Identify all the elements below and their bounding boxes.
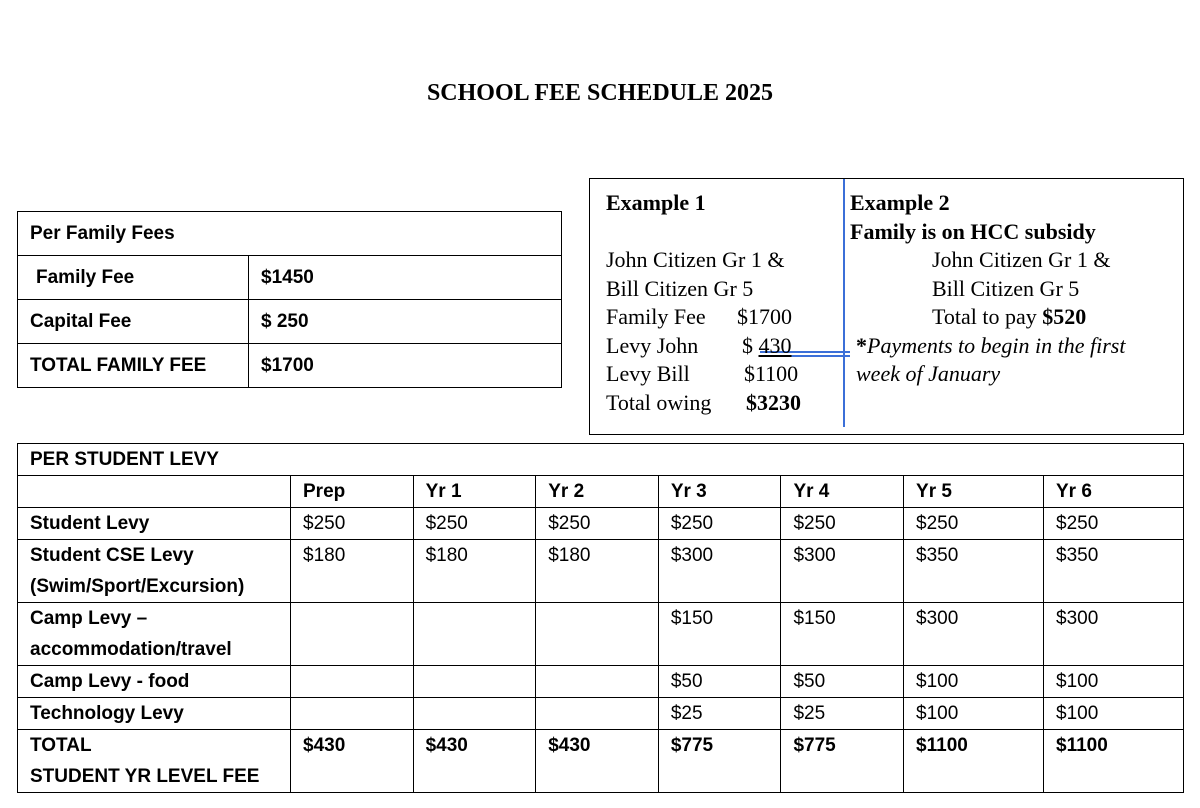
row-label xyxy=(18,540,291,603)
examples-box xyxy=(589,178,1184,435)
note-line-2: week of January xyxy=(856,361,1001,386)
table-row xyxy=(18,508,1184,540)
example-1-levy-john xyxy=(606,332,836,361)
table-cell: $350 xyxy=(904,540,1044,603)
table-row xyxy=(18,344,562,388)
table-cell: $100 xyxy=(904,666,1044,698)
table-cell xyxy=(536,666,659,698)
column-divider-line xyxy=(843,179,845,427)
table-row xyxy=(18,444,1184,476)
example-1-line-2: Bill Citizen Gr 5 xyxy=(606,275,754,301)
family-fee-label: Family Fee xyxy=(18,256,249,300)
table-cell: $50 xyxy=(658,666,781,698)
table-row xyxy=(18,540,1184,603)
levy-john-prefix: $ xyxy=(742,332,759,358)
row-label-line-1: Camp Levy – xyxy=(30,608,148,629)
example-2-subheading: Family is on HCC subsidy xyxy=(850,218,1096,244)
table-cell: $300 xyxy=(1044,603,1184,666)
row-label-line-2: accommodation/travel xyxy=(30,639,232,660)
table-cell xyxy=(291,666,414,698)
table-cell: $250 xyxy=(658,508,781,540)
table-cell: $25 xyxy=(781,698,904,730)
family-fee-label: Family Fee xyxy=(606,304,706,329)
row-label-line-2: (Swim/Sport/Excursion) xyxy=(30,576,245,597)
column-header: Yr 1 xyxy=(413,476,536,508)
payment-note xyxy=(850,332,1180,361)
table-cell xyxy=(291,698,414,730)
column-header: Prep xyxy=(291,476,414,508)
row-label: Technology Levy xyxy=(18,698,291,730)
row-label: Camp Levy - food xyxy=(18,666,291,698)
total-to-pay-label: Total to pay xyxy=(932,304,1037,329)
per-student-levy-table xyxy=(17,443,1184,793)
example-1-total xyxy=(606,389,836,418)
column-header: Yr 3 xyxy=(658,476,781,508)
column-header: Yr 6 xyxy=(1044,476,1184,508)
total-to-pay-value: $520 xyxy=(1042,304,1087,329)
capital-fee-value: $ 250 xyxy=(249,300,562,344)
column-header-row xyxy=(18,476,1184,508)
table-cell: $25 xyxy=(658,698,781,730)
student-levy-header: PER STUDENT LEVY xyxy=(18,444,1184,476)
total-owing-label: Total owing xyxy=(606,389,712,415)
table-cell: $150 xyxy=(658,603,781,666)
table-cell: $430 xyxy=(413,730,536,793)
table-cell: $50 xyxy=(781,666,904,698)
table-cell xyxy=(291,603,414,666)
levy-john-label: Levy John xyxy=(606,332,699,358)
example-2-line-1: John Citizen Gr 1 & xyxy=(932,247,1111,272)
row-label-line-1: TOTAL xyxy=(30,735,92,756)
table-cell: $250 xyxy=(904,508,1044,540)
table-cell: $250 xyxy=(291,508,414,540)
example-2-line-2: Bill Citizen Gr 5 xyxy=(932,275,1080,301)
family-fee-value: $1450 xyxy=(249,256,562,300)
table-cell xyxy=(536,698,659,730)
table-cell: $775 xyxy=(658,730,781,793)
example-2-heading: Example 2 xyxy=(850,190,950,215)
family-fees-header: Per Family Fees xyxy=(18,212,562,256)
note-line-1: Payments to begin in the first xyxy=(867,332,1126,358)
table-cell: $1100 xyxy=(1044,730,1184,793)
table-cell: $1100 xyxy=(904,730,1044,793)
levy-bill-label: Levy Bill xyxy=(606,361,690,386)
column-header: Yr 2 xyxy=(536,476,659,508)
row-label-line-1: Student CSE Levy xyxy=(30,545,194,566)
capital-fee-label: Capital Fee xyxy=(18,300,249,344)
example-2-total xyxy=(850,303,1180,332)
column-header-blank xyxy=(18,476,291,508)
family-fee-value: $1700 xyxy=(737,304,792,329)
table-cell xyxy=(536,603,659,666)
table-cell: $150 xyxy=(781,603,904,666)
table-cell: $100 xyxy=(1044,666,1184,698)
row-label xyxy=(18,603,291,666)
table-cell xyxy=(413,603,536,666)
table-cell: $430 xyxy=(291,730,414,793)
note-asterisk: * xyxy=(856,332,867,358)
example-1-line-1: John Citizen Gr 1 & xyxy=(606,247,785,272)
table-cell: $250 xyxy=(781,508,904,540)
total-family-fee-label: TOTAL FAMILY FEE xyxy=(18,344,249,388)
row-label-line-2: STUDENT YR LEVEL FEE xyxy=(30,766,260,787)
example-1-family-fee xyxy=(606,303,836,332)
table-cell: $350 xyxy=(1044,540,1184,603)
table-cell xyxy=(413,666,536,698)
levy-john-value: 430 xyxy=(758,332,792,358)
table-row xyxy=(18,300,562,344)
table-row xyxy=(18,666,1184,698)
example-1-heading: Example 1 xyxy=(606,190,706,215)
total-owing-value: $3230 xyxy=(746,389,801,415)
table-cell: $300 xyxy=(658,540,781,603)
table-cell: $300 xyxy=(904,603,1044,666)
row-label: Student Levy xyxy=(18,508,291,540)
total-row xyxy=(18,730,1184,793)
table-row xyxy=(18,603,1184,666)
table-cell: $250 xyxy=(536,508,659,540)
table-row xyxy=(18,698,1184,730)
table-row xyxy=(18,212,562,256)
levy-bill-value: $1100 xyxy=(744,361,799,386)
table-cell: $100 xyxy=(1044,698,1184,730)
total-family-fee-value: $1700 xyxy=(249,344,562,388)
table-cell: $250 xyxy=(413,508,536,540)
table-cell: $180 xyxy=(413,540,536,603)
table-cell: $430 xyxy=(536,730,659,793)
page-title: SCHOOL FEE SCHEDULE 2025 xyxy=(426,80,774,106)
example-1-levy-bill xyxy=(606,360,836,389)
column-header: Yr 5 xyxy=(904,476,1044,508)
table-cell: $775 xyxy=(781,730,904,793)
table-cell: $250 xyxy=(1044,508,1184,540)
table-cell: $100 xyxy=(904,698,1044,730)
table-cell: $300 xyxy=(781,540,904,603)
example-1 xyxy=(606,189,836,417)
table-cell: $180 xyxy=(291,540,414,603)
table-row xyxy=(18,256,562,300)
table-cell: $180 xyxy=(536,540,659,603)
row-label xyxy=(18,730,291,793)
per-family-fees-table xyxy=(17,211,562,388)
table-cell xyxy=(413,698,536,730)
column-header: Yr 4 xyxy=(781,476,904,508)
example-2 xyxy=(850,189,1180,389)
